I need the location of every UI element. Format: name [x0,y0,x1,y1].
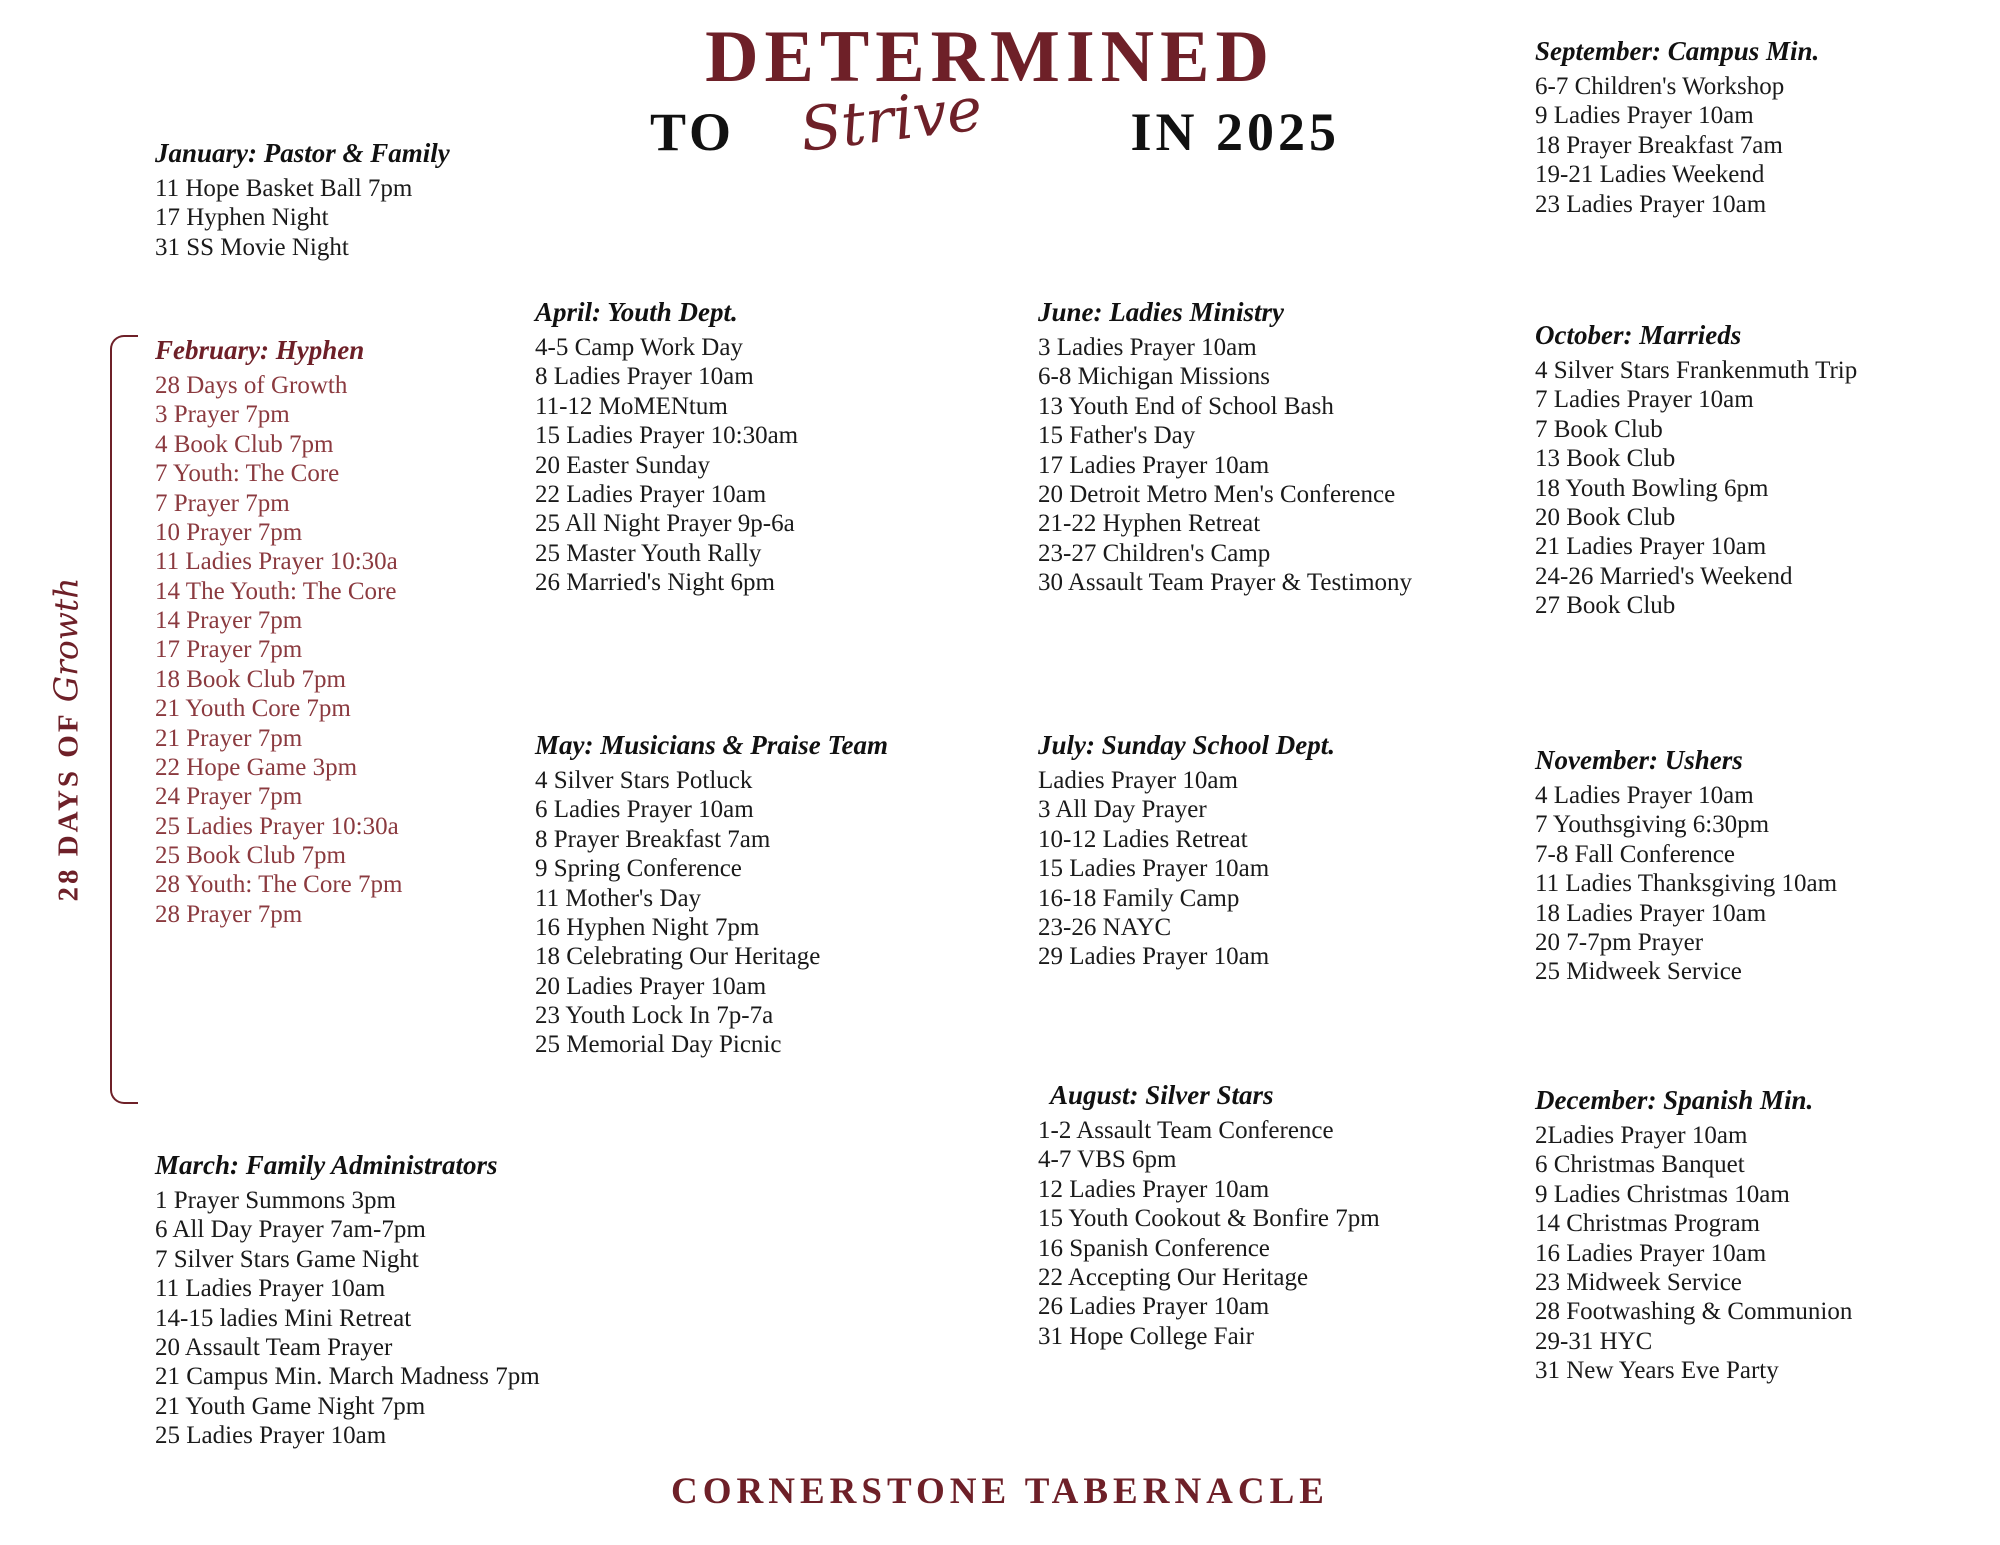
event-item: 7 Book Club [1535,415,1663,443]
title-to: TO [650,102,736,163]
event-item: 9 Spring Conference [535,855,742,883]
page-title [600,16,1380,177]
event-item: 7 Youthsgiving 6:30pm [1535,811,1770,839]
event-item: 11 Ladies Thanksgiving 10am [1535,870,1838,898]
month-title-august: August: Silver Stars [1050,1080,1274,1110]
event-item: 21 Youth Core 7pm [155,695,351,723]
event-item: 23-26 NAYC [1038,913,1172,941]
february-bracket [110,335,138,1104]
event-item: 6-7 Children's Workshop [1535,73,1785,100]
side-label-28-days-of-growth [16,520,86,1000]
event-item: 25 Ladies Prayer 10am [155,1422,387,1449]
event-item: 20 Detroit Metro Men's Conference [1038,480,1396,508]
title-determined: DETERMINED [705,16,1275,98]
event-item: 30 Assault Team Prayer & Testimony [1038,569,1413,596]
event-item: 10-12 Ladies Retreat [1038,825,1248,853]
event-item: 12 Ladies Prayer 10am [1038,1175,1270,1203]
event-item: 6 Ladies Prayer 10am [535,796,754,824]
event-item: 21 Ladies Prayer 10am [1535,533,1767,561]
event-item: 26 Married's Night 6pm [535,569,775,596]
event-item: 3 All Day Prayer [1038,796,1207,824]
event-item: 16 Ladies Prayer 10am [1535,1239,1767,1267]
event-item: 16-18 Family Camp [1038,884,1240,912]
event-item: 21-22 Hyphen Retreat [1038,510,1261,538]
event-item: 20 Ladies Prayer 10am [535,972,767,1000]
event-item: 21 Youth Game Night 7pm [155,1392,426,1420]
event-item: 13 Youth End of School Bash [1038,392,1334,420]
event-item: 1 Prayer Summons 3pm [155,1187,396,1214]
event-item: 11 Hope Basket Ball 7pm [155,175,413,202]
event-item: 14 The Youth: The Core [155,577,397,605]
event-item: 2Ladies Prayer 10am [1535,1122,1748,1149]
event-item: 18 Ladies Prayer 10am [1535,899,1767,927]
side-label-script: Growth [46,577,86,703]
month-title-january: January: Pastor & Family [155,138,450,168]
event-item: 21 Prayer 7pm [155,724,303,752]
event-item: 7 Silver Stars Game Night [155,1245,419,1273]
side-label-text [47,530,86,950]
month-block-january [155,138,575,262]
event-item: 4 Silver Stars Potluck [535,767,753,794]
event-item: 22 Accepting Our Heritage [1038,1263,1309,1291]
month-block-september [1535,36,1975,219]
event-item: 28 Youth: The Core 7pm [155,871,403,899]
title-year: IN 2025 [1130,102,1340,163]
event-item: 6-8 Michigan Missions [1038,363,1270,391]
event-item: 14-15 ladies Mini Retreat [155,1304,412,1332]
title-subline [600,74,1380,177]
event-item: 28 Prayer 7pm [155,900,303,928]
event-item: 4 Ladies Prayer 10am [1535,782,1754,809]
event-item: 9 Ladies Prayer 10am [1535,102,1754,130]
event-item: 16 Hyphen Night 7pm [535,913,760,941]
event-item: 23 Youth Lock In 7p-7a [535,1002,774,1029]
event-item: 6 All Day Prayer 7am-7pm [155,1216,426,1244]
event-item: 31 Hope College Fair [1038,1322,1254,1350]
event-item: 11 Ladies Prayer 10:30a [155,548,398,576]
event-item: 4 Book Club 7pm [155,430,334,458]
event-item: 4-5 Camp Work Day [535,334,743,361]
event-item: 31 New Years Eve Party [1535,1357,1779,1384]
event-item: 20 Assault Team Prayer [155,1333,393,1361]
event-item: 14 Prayer 7pm [155,607,303,634]
event-item: Ladies Prayer 10am [1038,767,1238,794]
event-item: 11 Mother's Day [535,884,702,912]
month-block-november [1535,745,1985,987]
month-title-may: May: Musicians & Praise Team [535,730,889,760]
month-title-september: September: Campus Min. [1535,36,1820,66]
event-item: 6 Christmas Banquet [1535,1151,1745,1179]
event-item: 25 Midweek Service [1535,958,1742,986]
event-item: 7 Prayer 7pm [155,489,290,517]
event-item: 23 Midweek Service [1535,1268,1742,1296]
event-item: 29 Ladies Prayer 10am [1038,943,1270,971]
month-block-august [1038,1080,1478,1351]
month-block-february [155,335,485,929]
event-item: 14 Christmas Program [1535,1210,1760,1238]
event-item: 15 Father's Day [1038,422,1196,450]
month-title-october: October: Marrieds [1535,320,1742,350]
month-block-december [1535,1085,1985,1385]
month-title-june: June: Ladies Ministry [1038,297,1285,327]
month-block-may [535,730,1015,1060]
event-item: 24 Prayer 7pm [155,783,303,811]
event-item: 16 Spanish Conference [1038,1234,1270,1262]
event-item: 8 Prayer Breakfast 7am [535,825,771,853]
event-item: 20 Book Club [1535,503,1676,531]
event-item: 10 Prayer 7pm [155,518,303,546]
event-item: 20 7-7pm Prayer [1535,928,1704,956]
side-label-prefix: 28 DAYS OF [52,702,85,902]
event-item: 25 All Night Prayer 9p-6a [535,510,795,538]
event-item: 1-2 Assault Team Conference [1038,1117,1334,1144]
event-item: 11-12 MoMENtum [535,392,728,420]
event-item: 17 Prayer 7pm [155,636,303,664]
event-item: 22 Ladies Prayer 10am [535,480,767,508]
event-item: 13 Book Club [1535,445,1676,473]
event-item: 20 Easter Sunday [535,451,710,479]
event-item: 18 Prayer Breakfast 7am [1535,131,1783,159]
event-item: 18 Youth Bowling 6pm [1535,474,1769,502]
month-title-march: March: Family Administrators [155,1150,498,1180]
event-item: 9 Ladies Christmas 10am [1535,1180,1790,1208]
event-item: 19-21 Ladies Weekend [1535,161,1765,189]
event-item: 23 Ladies Prayer 10am [1535,190,1767,218]
event-item: 17 Hyphen Night [155,204,329,232]
event-item: 4 Silver Stars Frankenmuth Trip [1535,357,1858,384]
event-item: 15 Ladies Prayer 10:30am [535,422,799,450]
event-item: 21 Campus Min. March Madness 7pm [155,1363,540,1391]
event-item: 7 Youth: The Core [155,460,340,488]
event-item: 8 Ladies Prayer 10am [535,363,754,391]
event-item: 23-27 Children's Camp [1038,539,1271,567]
month-block-march [155,1150,675,1450]
event-item: 11 Ladies Prayer 10am [155,1275,386,1303]
event-item: 3 Prayer 7pm [155,401,290,429]
month-title-february: February: Hyphen [155,335,365,365]
event-item: 18 Celebrating Our Heritage [535,943,821,971]
event-item: 26 Ladies Prayer 10am [1038,1293,1270,1321]
footer-organization-name: CORNERSTONE TABERNACLE [671,1471,1329,1512]
event-item: 15 Ladies Prayer 10am [1038,855,1270,883]
month-title-july: July: Sunday School Dept. [1038,730,1336,760]
event-item: 31 SS Movie Night [155,233,349,261]
event-item: 7 Ladies Prayer 10am [1535,386,1754,414]
month-block-july [1038,730,1458,972]
event-item: 25 Book Club 7pm [155,842,346,869]
event-item: 25 Master Youth Rally [535,539,762,567]
event-item: 3 Ladies Prayer 10am [1038,334,1257,361]
month-block-june [1038,297,1518,597]
month-block-april [535,297,935,597]
event-item: 29-31 HYC [1535,1327,1653,1355]
event-item: 17 Ladies Prayer 10am [1038,451,1270,479]
event-item: 25 Memorial Day Picnic [535,1031,782,1059]
event-item: 4-7 VBS 6pm [1038,1146,1177,1174]
event-item: 28 Days of Growth [155,372,348,399]
event-item: 28 Footwashing & Communion [1535,1298,1853,1326]
event-item: 22 Hope Game 3pm [155,753,358,781]
event-item: 7-8 Fall Conference [1535,840,1735,868]
event-item: 25 Ladies Prayer 10:30a [155,812,399,840]
event-item: 18 Book Club 7pm [155,665,346,693]
month-title-november: November: Ushers [1535,745,1743,775]
title-script-strive: Strive [796,74,987,167]
event-item: 27 Book Club [1535,592,1676,619]
month-title-april: April: Youth Dept. [535,297,738,327]
month-block-october [1535,320,1985,620]
event-item: 24-26 Married's Weekend [1535,562,1793,590]
month-title-december: December: Spanish Min. [1535,1085,1814,1115]
event-item: 15 Youth Cookout & Bonfire 7pm [1038,1205,1380,1233]
